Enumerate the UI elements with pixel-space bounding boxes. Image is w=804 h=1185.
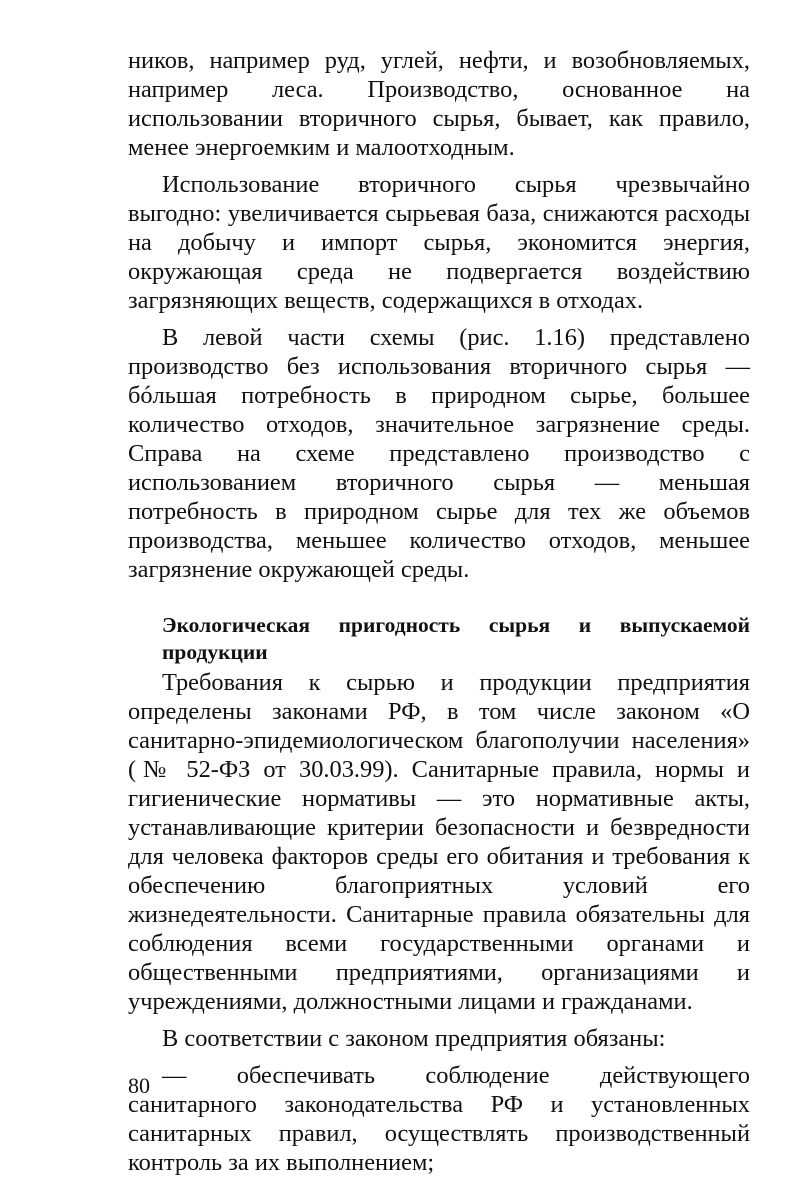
- paragraph-continuation: ников, например руд, углей, нефти, и возобновляемых, например леса. Производство, основанное на использовании вторичного сырья, бывает, как правило, менее энергоемким и малоотходным.: [128, 47, 750, 161]
- page-body: [128, 46, 750, 1185]
- paragraph-scheme-description: В левой части схемы (рис. 1.16) представлено производство без использования вторичного сырья — бóльшая потребность в природном сырье, большее количество отходов, значительное загрязнение среды. Справа на схеме представлено производство с использованием вторичного сырья — меньшая потребность в природном сырье для тех же объемов производства, меньшее количество отходов, меньшее загрязнение окружающей среды.: [128, 324, 750, 583]
- section-heading: Экологическая пригодность сырья и выпускаемой продукции: [162, 613, 750, 664]
- page-number: 80: [128, 1073, 150, 1098]
- list-item-obligation: — обеспечивать соблюдение действующего санитарного законодательства РФ и установленных санитарных правил, осуществлять производственный контроль за их выполнением;: [128, 1062, 750, 1176]
- paragraph-secondary-raw-benefits: Использование вторичного сырья чрезвычайно выгодно: увеличивается сырьевая база, снижаются расходы на добычу и импорт сырья, экономится энергия, окружающая среда не подвергается воздействию загрязняющих веществ, содержащихся в отходах.: [128, 171, 750, 314]
- paragraph-requirements: Требования к сырью и продукции предприятия определены законами РФ, в том числе законом «О санитарно-эпидемиологическом благополучии населения» (№ 52-ФЗ от 30.03.99). Санитарные правила, нормы и гигиенические нормативы — это нормативные акты, устанавливающие критерии безопасности и безвредности для человека факторов среды его обитания и требования к обеспечению благоприятных условий его жизнедеятельности. Санитарные правила обязательны для соблюдения всеми государственными органами и общественными предприятиями, организациями и учреждениями, должностными лицами и гражданами.: [128, 669, 750, 1015]
- paragraph-obligations-intro: В соответствии с законом предприятия обязаны:: [162, 1025, 666, 1052]
